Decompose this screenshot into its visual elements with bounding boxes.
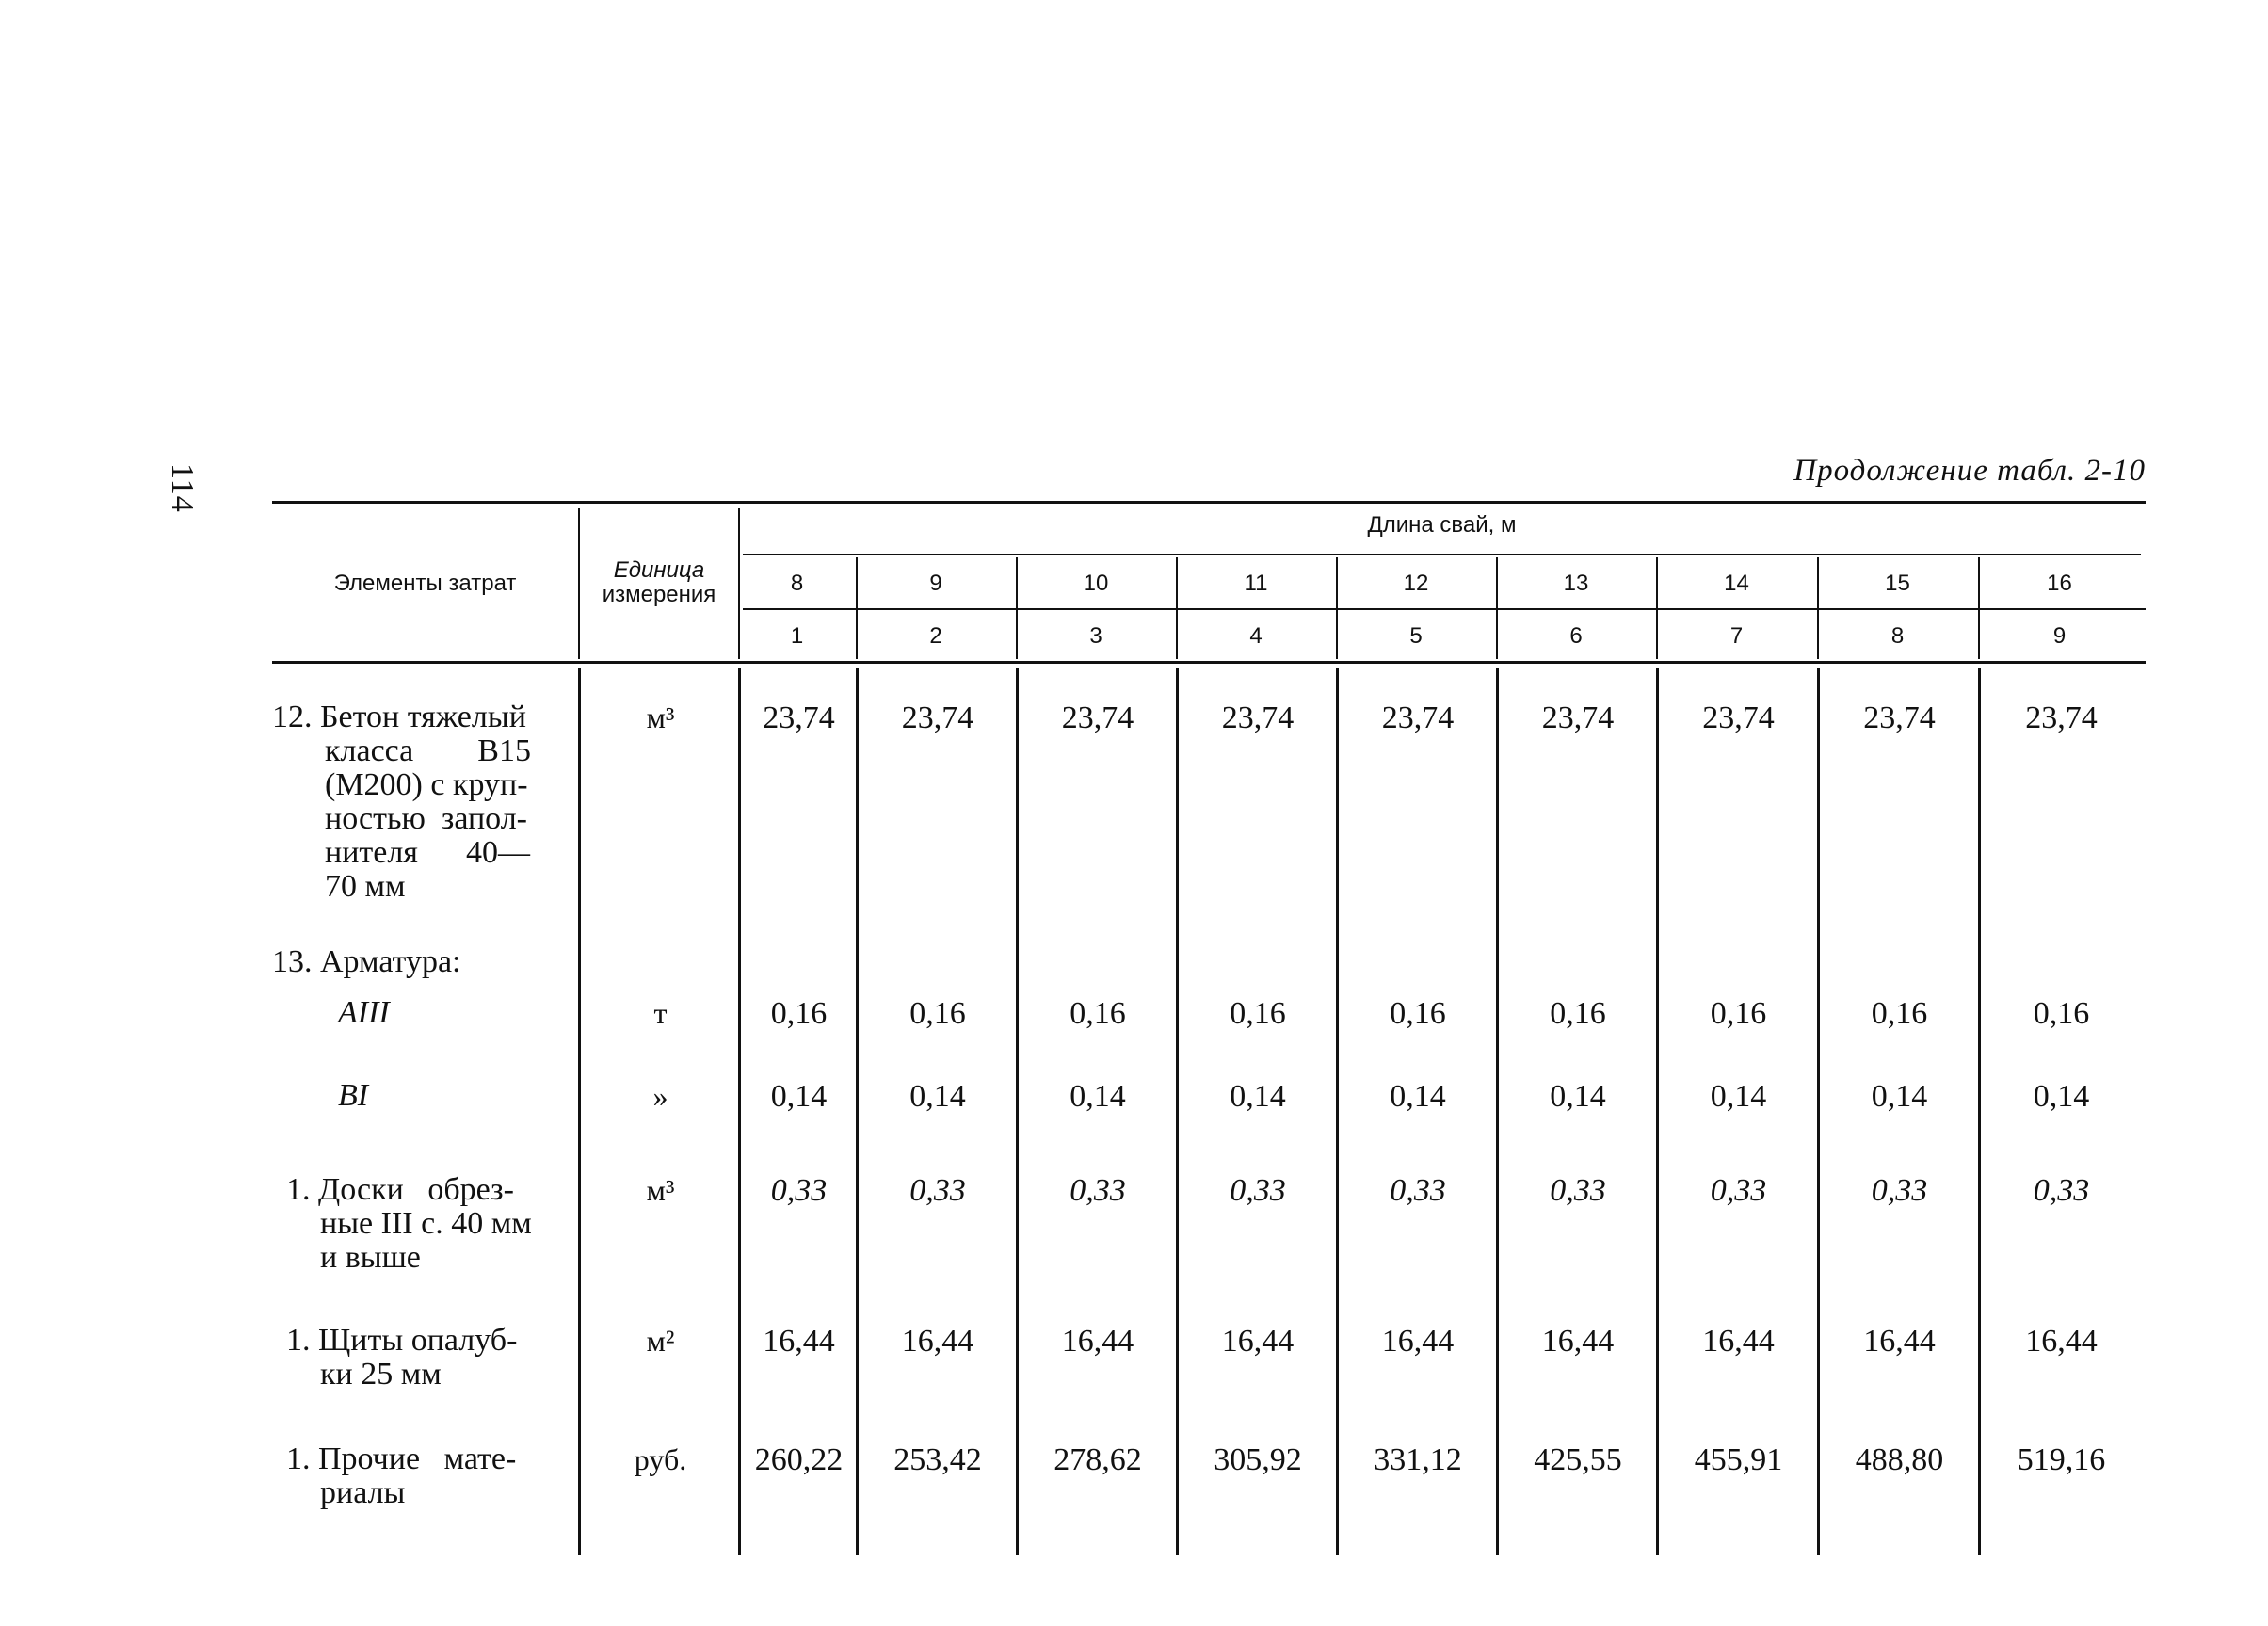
length-value-13: 13 (1563, 571, 1589, 596)
row-value: 0,14 (770, 1079, 828, 1114)
length-value-12: 12 (1403, 571, 1429, 596)
row-value: 519,16 (2017, 1442, 2106, 1477)
length-value-14: 14 (1724, 571, 1749, 596)
length-value-11: 11 (1244, 571, 1268, 596)
row-label-line: 13. Арматура: (272, 944, 461, 979)
body-column-divider (856, 668, 859, 1555)
length-header-rule (743, 554, 2141, 555)
row-value: 16,44 (1221, 1324, 1295, 1359)
row-value: 23,74 (1061, 700, 1134, 735)
row-value: 0,16 (1070, 996, 1126, 1031)
row-value: 0,16 (1710, 996, 1767, 1031)
body-column-divider (1016, 668, 1019, 1555)
row-value: 425,55 (1534, 1442, 1622, 1477)
row-label-line: ностью запол- (325, 801, 528, 836)
row-value: 16,44 (1702, 1324, 1775, 1359)
length-value-16: 16 (2047, 571, 2072, 596)
row-label-line: класса В15 (325, 733, 531, 768)
column-number-9: 9 (2052, 623, 2067, 649)
row-value: 16,44 (1381, 1324, 1455, 1359)
row-value: 16,44 (1061, 1324, 1134, 1359)
row-value: 331,12 (1374, 1442, 1462, 1477)
row-label-line: (М200) с круп- (325, 767, 528, 802)
length-value-8: 8 (790, 571, 804, 596)
row-value: 488,80 (1855, 1442, 1944, 1477)
row-value: 16,44 (901, 1324, 974, 1359)
row-value: 260,22 (754, 1442, 844, 1477)
row-value: 23,74 (1541, 700, 1615, 735)
page-number: 114 (165, 463, 200, 513)
length-value-15: 15 (1885, 571, 1910, 596)
row-value: 0,14 (1390, 1079, 1446, 1114)
row-unit: т (653, 996, 668, 1030)
row-value: 0,14 (1871, 1079, 1928, 1114)
row-value: 23,74 (1221, 700, 1295, 735)
row-value: 16,44 (1541, 1324, 1615, 1359)
column-number-7: 7 (1729, 623, 1744, 649)
row-value: 0,14 (2033, 1079, 2090, 1114)
column-number-rule (743, 608, 2146, 610)
row-value: 16,44 (2025, 1324, 2098, 1359)
row-value: 23,74 (763, 700, 835, 735)
body-column-divider (1496, 668, 1499, 1555)
row-value: 0,33 (1230, 1173, 1286, 1208)
body-column-divider (1336, 668, 1339, 1555)
row-label-line: 70 мм (325, 869, 406, 904)
top-rule (272, 501, 2146, 504)
row-label-line: 1. Щиты опалуб- (286, 1323, 518, 1358)
row-value: 305,92 (1214, 1442, 1302, 1477)
column-number-5: 5 (1409, 623, 1423, 649)
body-column-divider (738, 668, 741, 1555)
body-column-divider (1176, 668, 1179, 1555)
row-value: 23,74 (1863, 700, 1936, 735)
body-column-divider (1656, 668, 1659, 1555)
row-unit: м³ (646, 700, 675, 734)
row-value: 0,33 (1390, 1173, 1446, 1208)
row-value: 0,33 (909, 1173, 966, 1208)
header-column-divider (1016, 557, 1018, 659)
row-value: 0,14 (1230, 1079, 1286, 1114)
row-label-line: ные III с. 40 мм (320, 1206, 532, 1241)
row-value: 0,16 (2033, 996, 2090, 1031)
header-column-divider (1817, 557, 1819, 659)
row-label-line: 1. Доски обрез- (286, 1172, 514, 1207)
elements-header: Элементы затрат (333, 571, 517, 596)
unit-header-line2: измерения (602, 582, 716, 607)
row-label-line: ВI (338, 1078, 369, 1113)
table-caption: Продолжение табл. 2-10 (1793, 454, 2146, 488)
header-column-divider (1978, 557, 1980, 659)
row-value: 23,74 (1702, 700, 1775, 735)
row-value: 23,74 (2025, 700, 2098, 735)
row-value: 0,14 (1710, 1079, 1767, 1114)
length-value-9: 9 (929, 571, 942, 596)
column-number-2: 2 (929, 623, 942, 649)
row-value: 278,62 (1054, 1442, 1142, 1477)
row-label-line: 12. Бетон тяжелый (272, 700, 526, 734)
row-value: 0,33 (1550, 1173, 1606, 1208)
body-column-divider (1978, 668, 1981, 1555)
header-column-divider (1336, 557, 1338, 659)
row-value: 0,33 (1710, 1173, 1767, 1208)
row-value: 0,16 (1871, 996, 1928, 1031)
row-value: 0,16 (909, 996, 966, 1031)
row-value: 0,16 (770, 996, 828, 1031)
row-value: 0,16 (1390, 996, 1446, 1031)
row-label-line: АIII (338, 995, 390, 1030)
row-value: 0,14 (1070, 1079, 1126, 1114)
row-value: 0,33 (2033, 1173, 2090, 1208)
row-value: 0,33 (770, 1173, 828, 1208)
row-unit: м² (646, 1324, 675, 1358)
row-label-line: ки 25 мм (320, 1357, 442, 1392)
length-value-10: 10 (1083, 571, 1109, 596)
column-number-8: 8 (1890, 623, 1905, 649)
length-header: Длина свай, м (1367, 512, 1517, 538)
row-value: 0,14 (909, 1079, 966, 1114)
cost-table (272, 501, 2146, 1574)
column-number-3: 3 (1089, 623, 1102, 649)
header-column-divider (1496, 557, 1498, 659)
column-number-4: 4 (1249, 623, 1263, 649)
row-value: 16,44 (1863, 1324, 1936, 1359)
header-column-divider (1656, 557, 1658, 659)
body-column-divider (1817, 668, 1820, 1555)
row-value: 455,91 (1694, 1442, 1783, 1477)
row-label-line: и выше (320, 1240, 421, 1275)
header-bottom-rule (272, 661, 2146, 664)
column-number-6: 6 (1569, 623, 1583, 649)
header-column-divider (1176, 557, 1178, 659)
row-unit: руб. (634, 1442, 687, 1476)
column-number-1: 1 (790, 623, 804, 649)
row-value: 23,74 (1381, 700, 1455, 735)
row-value: 0,33 (1070, 1173, 1126, 1208)
row-label-line: риалы (320, 1475, 406, 1510)
row-value: 253,42 (893, 1442, 982, 1477)
row-value: 16,44 (763, 1324, 835, 1359)
row-label-line: 1. Прочие мате- (286, 1441, 517, 1476)
row-value: 0,16 (1550, 996, 1606, 1031)
row-value: 0,14 (1550, 1079, 1606, 1114)
unit-header-line1: Единица (613, 557, 705, 583)
row-label-line: нителя 40— (325, 835, 530, 870)
row-value: 0,33 (1871, 1173, 1928, 1208)
row-unit: м³ (646, 1173, 675, 1207)
row-value: 23,74 (901, 700, 974, 735)
row-unit: » (652, 1079, 668, 1113)
row-value: 0,16 (1230, 996, 1286, 1031)
header-column-divider (856, 557, 858, 659)
